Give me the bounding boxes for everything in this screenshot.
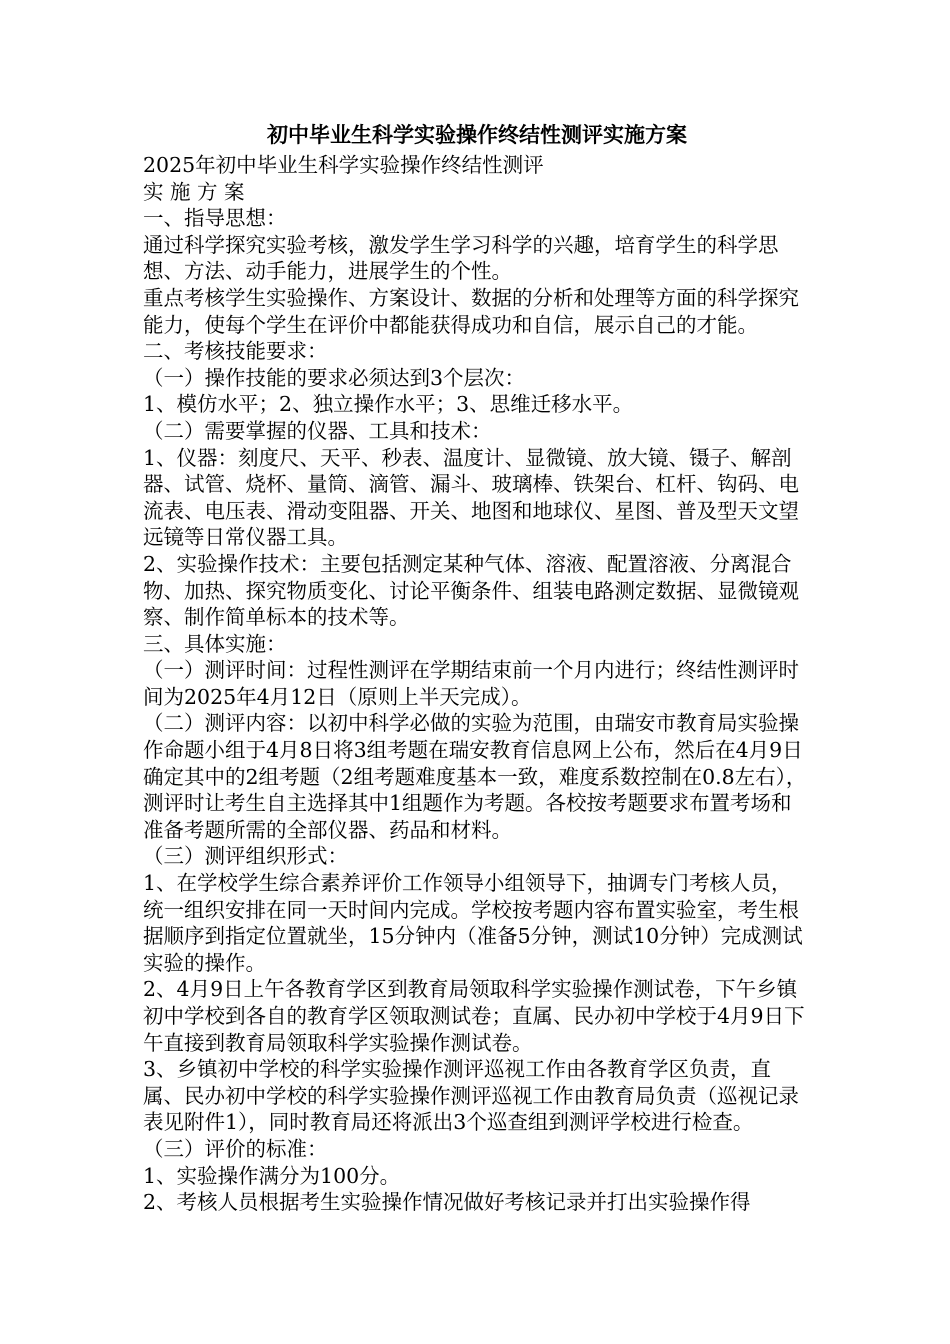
paragraph: 1、实验操作满分为100分。 bbox=[143, 1163, 401, 1188]
subtitle-plan: 实 施 方 案 bbox=[143, 179, 245, 204]
paragraph: 1、模仿水平；2、独立操作水平；3、思维迁移水平。 bbox=[143, 392, 634, 417]
subsection-heading: （二）需要掌握的仪器、工具和技术： bbox=[143, 418, 492, 443]
paragraph: 3、乡镇初中学校的科学实验操作测评巡视工作由各教育学区负责，直属、民办初中学校的科学实验操作测评巡视工作由教育局负责（巡视记录表见附件1），同时教育局还将派出3个巡查组到测评学校进行检查。 bbox=[143, 1057, 799, 1135]
paragraph: 2、考核人员根据考生实验操作情况做好考核记录并打出实验操作得 bbox=[143, 1190, 751, 1215]
paragraph: 2、实验操作技术：主要包括测定某种气体、溶液、配置溶液、分离混合物、加热、探究物质变化、讨论平衡条件、组装电路测定数据、显微镜观察、制作简单标本的技术等。 bbox=[143, 551, 799, 630]
paragraph: 重点考核学生实验操作、方案设计、数据的分析和处理等方面的科学探究能力，使每个学生在评价中都能获得成功和自信，展示自己的才能。 bbox=[143, 285, 799, 337]
paragraph: 1、在学校学生综合素养评价工作领导小组领导下，抽调专门考核人员，统一组织安排在同一天时间内完成。学校按考题内容布置实验室，考生根据顺序到指定位置就坐，15分钟内（准备5分钟，测试10分钟）完成测试实验的操作。 bbox=[143, 871, 803, 975]
document-page bbox=[143, 120, 811, 1216]
paragraph: 通过科学探究实验考核，激发学生学习科学的兴趣，培育学生的科学思想、方法、动手能力，进展学生的个性。 bbox=[143, 232, 779, 284]
paragraph: 1、仪器：刻度尺、天平、秒表、温度计、显微镜、放大镜、镊子、解剖器、试管、烧杯、量筒、滴管、漏斗、玻璃棒、铁架台、杠杆、钩码、电流表、电压表、滑动变阻器、开关、地图和地球仪、星图、普及型天文望远镜等日常仪器工具。 bbox=[143, 445, 799, 550]
subsection-heading: （三）评价的标准： bbox=[143, 1136, 328, 1161]
section-heading-guiding-thought: 一、指导思想： bbox=[143, 206, 287, 231]
section-heading-implementation: 三、具体实施： bbox=[143, 631, 287, 656]
subtitle-year: 2025年初中毕业生科学实验操作终结性测评 bbox=[143, 153, 544, 177]
paragraph: （二）测评内容：以初中科学必做的实验为范围，由瑞安市教育局实验操作命题小组于4月8日将3组考题在瑞安教育信息网上公布，然后在4月9日确定其中的2组考题（2组考题难度基本一致，难度系数控制在0.8左右），测评时让考生自主选择其中1组题作为考题。各校按考题要求布置考场和准备考题所需的全部仪器、药品和材料。 bbox=[143, 711, 807, 842]
section-heading-skill-requirements: 二、考核技能要求： bbox=[143, 339, 328, 364]
subsection-heading: （三）测评组织形式： bbox=[143, 844, 348, 869]
document-body bbox=[143, 152, 811, 1216]
subsection-heading: （一）操作技能的要求必须达到3个层次： bbox=[143, 365, 526, 390]
paragraph: （一）测评时间：过程性测评在学期结束前一个月内进行；终结性测评时间为2025年4月12日（原则上半天完成）。 bbox=[143, 658, 799, 709]
document-title: 初中毕业生科学实验操作终结性测评实施方案 bbox=[267, 122, 687, 147]
paragraph: 2、4月9日上午各教育学区到教育局领取科学实验操作测试卷，下午乡镇初中学校到各自的教育学区领取测试卷；直属、民办初中学校于4月9日下午直接到教育局领取科学实验操作测试卷。 bbox=[143, 977, 805, 1055]
